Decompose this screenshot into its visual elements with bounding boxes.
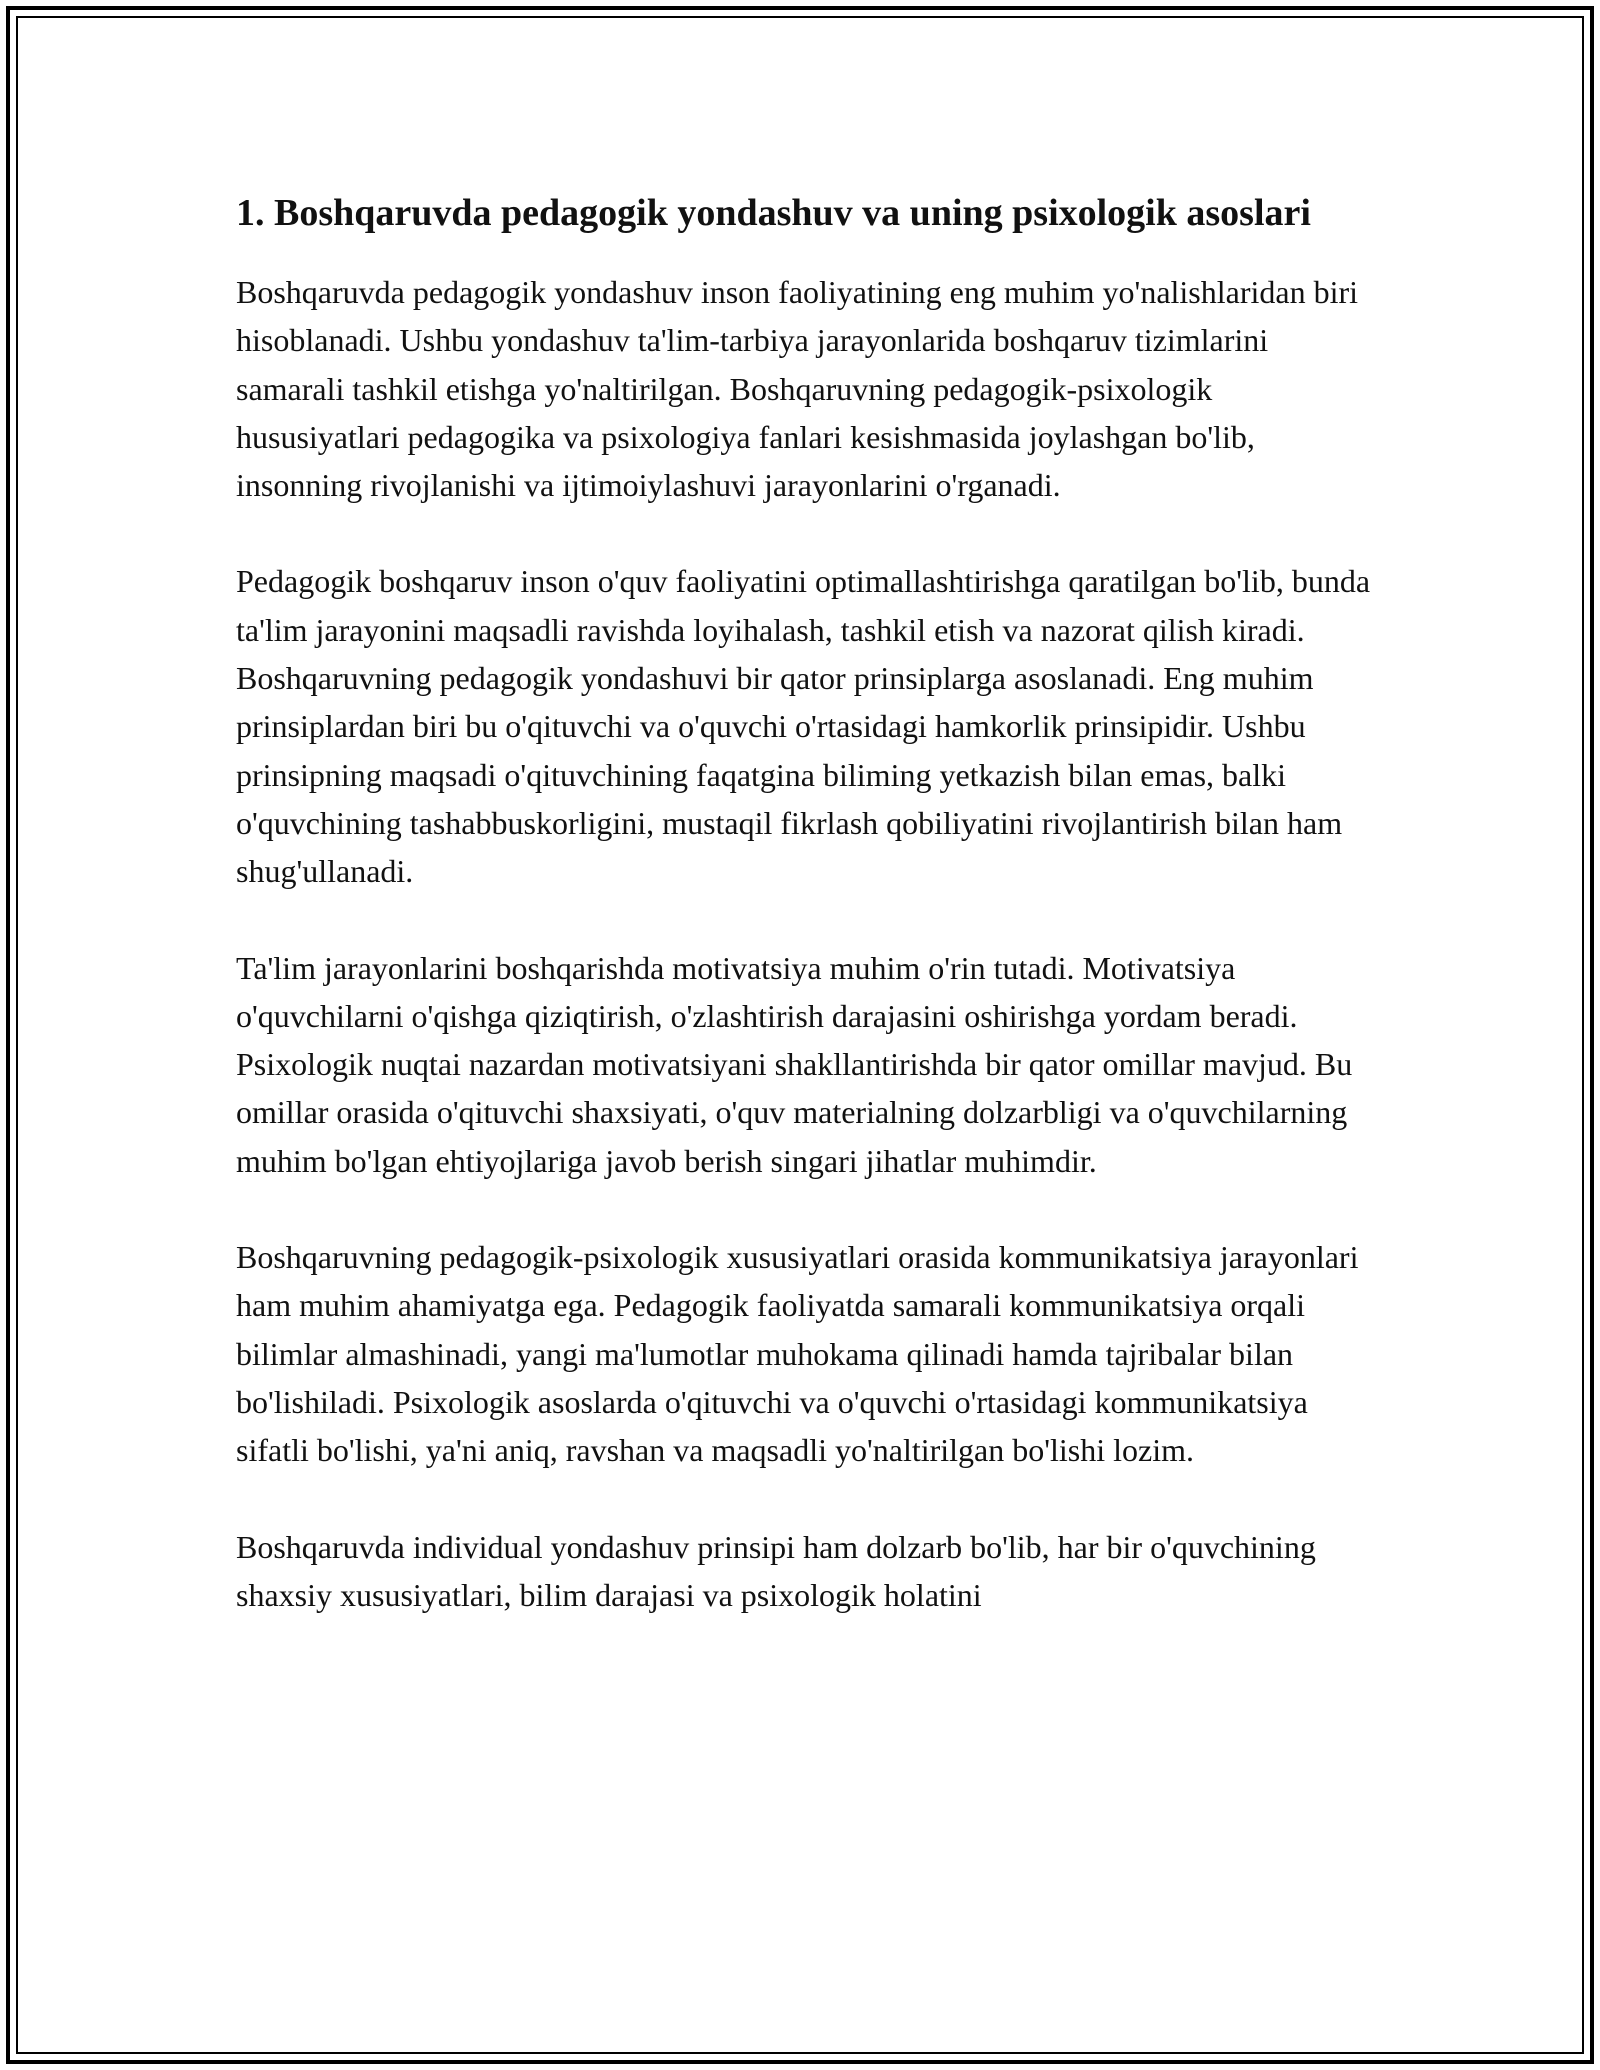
document-body [236, 186, 1376, 1667]
paragraph-5: Boshqaruvda individual yondashuv prinsipi ham dolzarb bo'lib, har bir o'quvchining shaxsiy xususiyatlari, bilim darajasi va psixologik holatini [236, 1528, 1316, 1613]
paragraph-4: Boshqaruvning pedagogik-psixologik xususiyatlari orasida kommunikatsiya jarayonlari ham muhim ahamiyatga ega. Pedagogik faoliyatda samarali kommunikatsiya orqali bilimlar almashinadi, yangi ma'lumotlar muhokama qilinadi hamda tajribalar bilan bo'lishiladi. Psixologik asoslarda o'qituvchi va o'quvchi o'rtasidagi kommunikatsiya sifatli bo'lishi, ya'ni aniq, ravshan va maqsadli yo'naltirilgan bo'lishi lozim. [236, 1239, 1359, 1469]
paragraph-1: Boshqaruvda pedagogik yondashuv inson faoliyatining eng muhim yo'nalishlaridan biri hisoblanadi. Ushbu yondashuv ta'lim-tarbiya jarayonlarida boshqaruv tizimlarini samarali tashkil etishga yo'naltirilgan. Boshqaruvning pedagogik-psixologik hususiyatlari pedagogika va psixologiya fanlari kesishmasida joylashgan bo'lib, insonning rivojlanishi va ijtimoiylashuvi jarayonlarini o'rganadi. [236, 274, 1359, 504]
paragraph-3: Ta'lim jarayonlarini boshqarishda motivatsiya muhim o'rin tutadi. Motivatsiya o'quvchilarni o'qishga qiziqtirish, o'zlashtirish darajasini oshirishga yordam beradi. Psixologik nuqtai nazardan motivatsiyani shakllantirishda bir qator omillar mavjud. Bu omillar orasida o'qituvchi shaxsiyati, o'quv materialning dolzarbligi va o'quvchilarning muhim bo'lgan ehtiyojlariga javob berish singari jihatlar muhimdir. [236, 949, 1353, 1179]
paragraph-2: Pedagogik boshqaruv inson o'quv faoliyatini optimallashtirishga qaratilgan bo'lib, bunda ta'lim jarayonini maqsadli ravishda loyihalash, tashkil etish va nazorat qilish kiradi. Boshqaruvning pedagogik yondashuvi bir qator prinsiplarga asoslanadi. Eng muhim prinsiplardan biri bu o'qituvchi va o'quvchi o'rtasidagi hamkorlik prinsipidir. Ushbu prinsipning maqsadi o'qituvchining faqatgina biliming yetkazish bilan emas, balki o'quvchining tashabbuskorligini, mustaqil fikrlash qobiliyatini rivojlantirish bilan ham shug'ullanadi. [236, 563, 1371, 890]
section-heading: 1. Boshqaruvda pedagogik yondashuv va uning psixologik asoslari [236, 192, 1311, 234]
